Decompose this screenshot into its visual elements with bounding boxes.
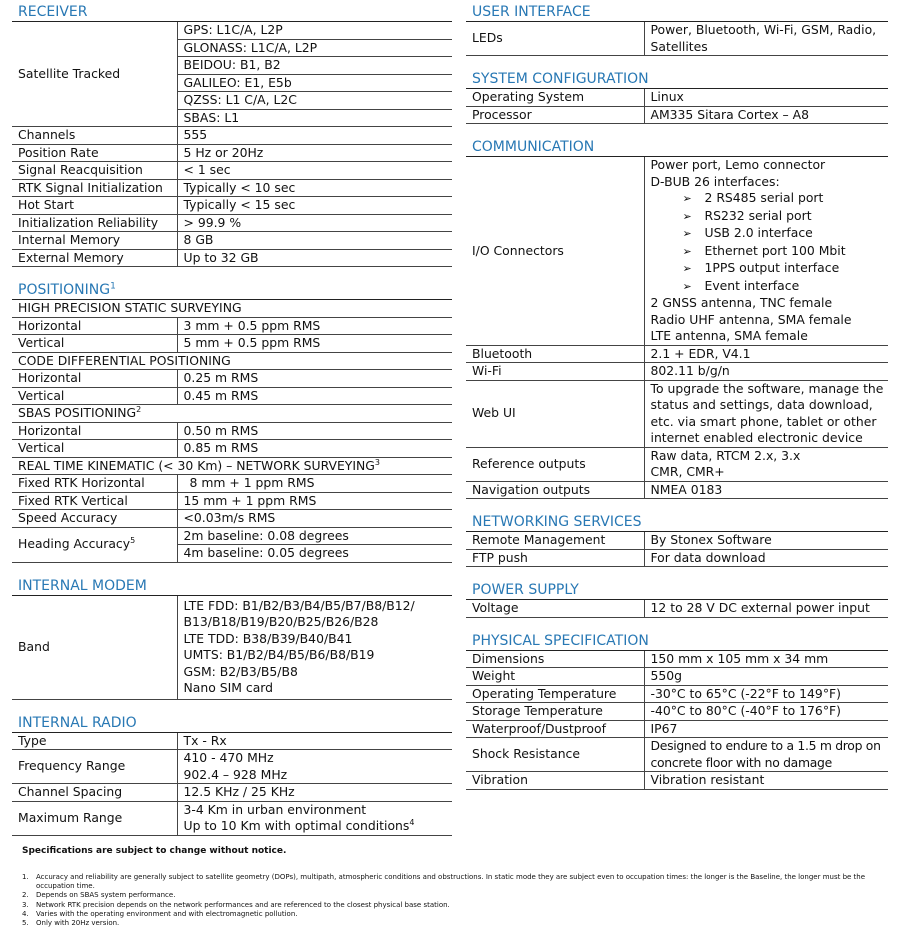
satellite-item: SBAS: L1 xyxy=(183,109,240,125)
spec-value: -40°C to 80°C (-40°F to 176°F) xyxy=(644,703,888,721)
spec-value: 8 GB xyxy=(177,232,452,250)
footnote-text: Depends on SBAS system performance. xyxy=(36,891,176,900)
spec-label: Fixed RTK Vertical xyxy=(12,492,177,510)
spec-value: 0.45 m RMS xyxy=(177,387,452,405)
spec-label: Vertical xyxy=(12,335,177,353)
spec-label: Web UI xyxy=(466,380,644,447)
spec-row xyxy=(466,703,888,721)
io-bullet: ➢ USB 2.0 interface xyxy=(651,225,889,243)
spec-row xyxy=(466,481,888,499)
ui-title: USER INTERFACE xyxy=(466,4,888,22)
footnote-number: 1. xyxy=(22,873,29,881)
spec-value: <0.03m/s RMS xyxy=(177,510,452,528)
spec-row xyxy=(466,89,888,106)
freq-line: 902.4 – 928 MHz xyxy=(183,766,288,782)
system-title: SYSTEM CONFIGURATION xyxy=(466,71,888,89)
spec-row xyxy=(12,179,452,197)
spec-row xyxy=(466,600,888,617)
spec-label: Horizontal xyxy=(12,370,177,388)
heading-accuracy-label xyxy=(12,527,177,562)
satellite-list xyxy=(177,22,452,127)
spec-row xyxy=(12,387,452,405)
spec-value: Tx - Rx xyxy=(177,733,452,750)
spec-value xyxy=(177,801,452,835)
spec-value: By Stonex Software xyxy=(644,532,888,549)
spec-label: LEDs xyxy=(466,22,644,56)
spec-label: Remote Management xyxy=(466,532,644,549)
spec-row xyxy=(12,422,452,440)
spec-label: Storage Temperature xyxy=(466,703,644,721)
comm-table xyxy=(466,157,888,499)
footnote-number: 3. xyxy=(22,900,29,909)
spec-value: 12 to 28 V DC external power input xyxy=(644,600,888,617)
spec-value: 0.50 m RMS xyxy=(177,422,452,440)
modem-title: INTERNAL MODEM xyxy=(12,578,452,596)
spec-row xyxy=(12,214,452,232)
band-label: Band xyxy=(12,596,177,700)
spec-value: Linux xyxy=(644,89,888,106)
comm-section xyxy=(466,139,888,499)
satellite-item: GALILEO: E1, E5b xyxy=(178,75,453,93)
networking-table xyxy=(466,532,888,567)
spec-row xyxy=(12,317,452,335)
footnote-item xyxy=(22,910,882,919)
spec-row xyxy=(12,335,452,353)
io-connectors-values xyxy=(644,157,888,345)
spec-value: Power, Bluetooth, Wi-Fi, GSM, Radio, Satellites xyxy=(644,22,888,56)
disclaimer-note: Specifications are subject to change without notice. xyxy=(22,846,287,856)
spec-row xyxy=(12,492,452,510)
spec-label: Channels xyxy=(12,127,177,145)
physical-section xyxy=(466,633,888,790)
spec-value: 0.25 m RMS xyxy=(177,370,452,388)
satellite-item: GPS: L1C/A, L2P xyxy=(178,22,453,40)
spec-row xyxy=(466,685,888,703)
spec-row xyxy=(12,127,452,145)
spec-value: 2.1 + EDR, V4.1 xyxy=(644,345,888,363)
receiver-section xyxy=(12,4,452,267)
range-line: 3-4 Km in urban environment xyxy=(183,801,367,817)
spec-value: Vibration resistant xyxy=(644,772,888,790)
footnote-text: Network RTK precision depends on the network performances and are referenced to the closest physical base station. xyxy=(36,900,450,909)
power-title: POWER SUPPLY xyxy=(466,582,888,600)
spec-value: IP67 xyxy=(644,720,888,738)
radio-title: INTERNAL RADIO xyxy=(12,715,452,733)
spec-value: Designed to endure to a 1.5 m drop on concrete floor with no damage xyxy=(644,738,888,772)
spec-row xyxy=(466,447,888,481)
spec-row xyxy=(466,720,888,738)
spec-row xyxy=(12,440,452,458)
spec-row xyxy=(466,106,888,124)
spec-value: 150 mm x 105 mm x 34 mm xyxy=(644,651,888,668)
heading-accuracy-values xyxy=(177,527,452,562)
ui-table xyxy=(466,22,888,56)
band-line: GSM: B2/B3/B5/B8 xyxy=(183,663,298,679)
spec-value: 802.11 b/g/n xyxy=(644,363,888,381)
io-line: LTE antenna, SMA female xyxy=(650,328,808,343)
sbas-header xyxy=(12,405,452,423)
spec-label: Navigation outputs xyxy=(466,481,644,499)
networking-section xyxy=(466,514,888,567)
modem-section xyxy=(12,578,452,700)
range-line xyxy=(184,818,453,835)
spec-value: NMEA 0183 xyxy=(644,481,888,499)
spec-row xyxy=(466,651,888,668)
spec-row xyxy=(12,249,452,267)
footnote-ref: 5 xyxy=(130,536,136,546)
spec-row xyxy=(466,738,888,772)
spec-value: 550g xyxy=(644,668,888,686)
radio-table xyxy=(12,733,452,836)
spec-value: 3 mm + 0.5 ppm RMS xyxy=(177,317,452,335)
spec-row xyxy=(466,345,888,363)
io-bullet: ➢ Event interface xyxy=(651,278,889,296)
spec-value: AM335 Sitara Cortex – A8 xyxy=(644,106,888,124)
spec-value: To upgrade the software, manage the status and settings, data download, etc. via smart phone, tablet or other internet enabled electronic device xyxy=(644,380,888,447)
spec-label: Operating System xyxy=(466,89,644,106)
footnote-ref: 4 xyxy=(409,817,415,827)
receiver-table xyxy=(12,22,452,267)
spec-value: Typically < 15 sec xyxy=(177,197,452,215)
spec-value xyxy=(644,447,888,481)
ref-line: Raw data, RTCM 2.x, 3.x xyxy=(650,447,801,463)
spec-label: Internal Memory xyxy=(12,232,177,250)
spec-label: Vertical xyxy=(12,440,177,458)
footnote-number: 4. xyxy=(22,909,29,918)
hp-static-header: HIGH PRECISION STATIC SURVEYING xyxy=(12,300,452,317)
spec-label: RTK Signal Initialization xyxy=(12,179,177,197)
spec-label: Vertical xyxy=(12,387,177,405)
spec-label: Horizontal xyxy=(12,317,177,335)
spec-row xyxy=(466,549,888,567)
spec-row xyxy=(12,370,452,388)
io-line: 2 GNSS antenna, TNC female xyxy=(650,295,833,310)
spec-label: Signal Reacquisition xyxy=(12,162,177,180)
spec-label: Position Rate xyxy=(12,144,177,162)
spec-label: Initialization Reliability xyxy=(12,214,177,232)
networking-title: NETWORKING SERVICES xyxy=(466,514,888,532)
spec-value: Up to 32 GB xyxy=(177,249,452,267)
spec-row xyxy=(466,668,888,686)
footnotes-list xyxy=(22,873,882,928)
spec-label: FTP push xyxy=(466,549,644,567)
io-bullet: ➢ 2 RS485 serial port xyxy=(651,190,889,208)
spec-value xyxy=(177,750,452,784)
satellite-item: BEIDOU: B1, B2 xyxy=(178,57,453,75)
spec-label: Frequency Range xyxy=(12,750,177,784)
sbas-header-text: SBAS POSITIONING xyxy=(18,405,137,420)
spec-row xyxy=(12,510,452,528)
ref-line: CMR, CMR+ xyxy=(650,464,725,479)
ui-section xyxy=(466,4,888,56)
heading-value: 2m baseline: 0.08 degrees xyxy=(178,528,453,546)
footnote-ref: 2 xyxy=(136,404,142,414)
left-column xyxy=(12,4,452,851)
spec-row xyxy=(12,232,452,250)
footnote-text: Varies with the operating environment and with electromagnetic pollution. xyxy=(36,909,298,918)
spec-row xyxy=(12,144,452,162)
footnote-text: Accuracy and reliability are generally subject to satellite geometry (DOPs), multipath, atmospheric conditions and obstructions. In static mode they are subject even to occupation times: the longer is the Baseline, the longer must be the occupation time. xyxy=(36,873,866,891)
spec-value: 5 Hz or 20Hz xyxy=(177,144,452,162)
spec-label: Shock Resistance xyxy=(466,738,644,772)
io-bullet: ➢ 1PPS output interface xyxy=(651,260,889,278)
system-section xyxy=(466,71,888,124)
spec-value-text: 8 mm + 1 ppm RMS xyxy=(189,475,315,490)
positioning-section xyxy=(12,282,452,563)
spec-label: Horizontal xyxy=(12,422,177,440)
spec-label: Operating Temperature xyxy=(466,685,644,703)
spec-row xyxy=(12,750,452,784)
footnote-item xyxy=(22,891,882,900)
footnote-ref: 3 xyxy=(374,457,380,467)
band-line: LTE TDD: B38/B39/B40/B41 xyxy=(183,630,353,646)
spec-row xyxy=(466,772,888,790)
io-bullet: ➢ Ethernet port 100 Mbit xyxy=(651,243,889,261)
spec-row xyxy=(12,801,452,835)
band-line: UMTS: B1/B2/B4/B5/B6/B8/B19 xyxy=(183,647,375,662)
spec-label: Hot Start xyxy=(12,197,177,215)
spec-label: Weight xyxy=(466,668,644,686)
rtk-header-text: REAL TIME KINEMATIC (< 30 Km) – NETWORK SURVEYING xyxy=(18,457,375,473)
code-diff-header: CODE DIFFERENTIAL POSITIONING xyxy=(12,352,452,370)
footnote-item xyxy=(22,901,882,910)
spec-label: Channel Spacing xyxy=(12,784,177,802)
spec-row xyxy=(12,784,452,802)
freq-line: 410 - 470 MHz xyxy=(183,750,274,765)
spec-label: Maximum Range xyxy=(12,801,177,835)
band-line: Nano SIM card xyxy=(183,680,274,695)
spec-label: Wi-Fi xyxy=(466,363,644,381)
io-line: D-BUB 26 interfaces: xyxy=(650,173,780,189)
satellite-item: QZSS: L1 C/A, L2C xyxy=(178,92,453,110)
band-line: LTE FDD: B1/B2/B3/B4/B5/B7/B8/B12/ xyxy=(183,597,415,613)
heading-accuracy-text: Heading Accuracy xyxy=(18,536,131,552)
spec-label: Speed Accuracy xyxy=(12,510,177,528)
footnote-item xyxy=(22,919,882,928)
rtk-header xyxy=(12,457,452,475)
spec-row xyxy=(466,380,888,447)
power-section xyxy=(466,582,888,618)
system-table xyxy=(466,89,888,124)
spec-value: 0.85 m RMS xyxy=(177,440,452,458)
spec-value: Typically < 10 sec xyxy=(177,179,452,197)
satellite-tracked-label: Satellite Tracked xyxy=(12,22,177,127)
right-column xyxy=(466,4,888,805)
spec-label: Vibration xyxy=(466,772,644,790)
spec-row xyxy=(12,475,452,493)
footnote-number: 5. xyxy=(22,919,29,928)
footnote-number: 2. xyxy=(22,891,29,900)
spec-value: 555 xyxy=(177,127,452,145)
modem-table xyxy=(12,596,452,700)
range-line-text: Up to 10 Km with optimal conditions xyxy=(183,818,410,833)
spec-label: Waterproof/Dustproof xyxy=(466,720,644,738)
receiver-title: RECEIVER xyxy=(12,4,452,22)
io-connectors-label: I/O Connectors xyxy=(466,157,644,345)
physical-title: PHYSICAL SPECIFICATION xyxy=(466,633,888,651)
heading-value: 4m baseline: 0.05 degrees xyxy=(183,545,349,560)
satellite-item: GLONASS: L1C/A, L2P xyxy=(178,40,453,58)
comm-title: COMMUNICATION xyxy=(466,139,888,157)
positioning-table xyxy=(12,300,452,563)
spec-value: 12.5 KHz / 25 KHz xyxy=(177,784,452,802)
spec-row xyxy=(12,733,452,750)
footnote-ref: 1 xyxy=(110,281,116,292)
io-bullet: ➢ RS232 serial port xyxy=(651,208,889,226)
spec-label: Reference outputs xyxy=(466,447,644,481)
positioning-title xyxy=(12,282,452,300)
spec-value: > 99.9 % xyxy=(177,214,452,232)
radio-section xyxy=(12,715,452,836)
spec-value: For data download xyxy=(644,549,888,567)
spec-row xyxy=(466,157,888,345)
footnote-text: Only with 20Hz version. xyxy=(36,919,120,928)
spec-label: External Memory xyxy=(12,249,177,267)
positioning-title-text: POSITIONING xyxy=(18,282,111,298)
spec-value xyxy=(177,475,452,493)
spec-row xyxy=(466,22,888,56)
spec-label: Bluetooth xyxy=(466,345,644,363)
spec-label: Voltage xyxy=(466,600,644,617)
spec-label: Processor xyxy=(466,106,644,124)
spec-row xyxy=(12,162,452,180)
io-line: Radio UHF antenna, SMA female xyxy=(650,311,852,327)
band-values xyxy=(177,596,452,700)
spec-label: Type xyxy=(12,733,177,750)
spec-value: < 1 sec xyxy=(177,162,452,180)
footnote-item xyxy=(22,873,882,891)
spec-label: Fixed RTK Horizontal xyxy=(12,475,177,493)
spec-label: Dimensions xyxy=(466,651,644,668)
power-table xyxy=(466,600,888,618)
io-line: Power port, Lemo connector xyxy=(650,157,826,172)
spec-row xyxy=(466,532,888,549)
physical-table xyxy=(466,651,888,790)
spec-row xyxy=(466,363,888,381)
spec-value: 5 mm + 0.5 ppm RMS xyxy=(177,335,452,353)
spec-value: 15 mm + 1 ppm RMS xyxy=(177,492,452,510)
band-line: B13/B18/B19/B20/B25/B26/B28 xyxy=(183,614,379,629)
spec-row xyxy=(12,197,452,215)
spec-value: -30°C to 65°C (-22°F to 149°F) xyxy=(644,685,888,703)
